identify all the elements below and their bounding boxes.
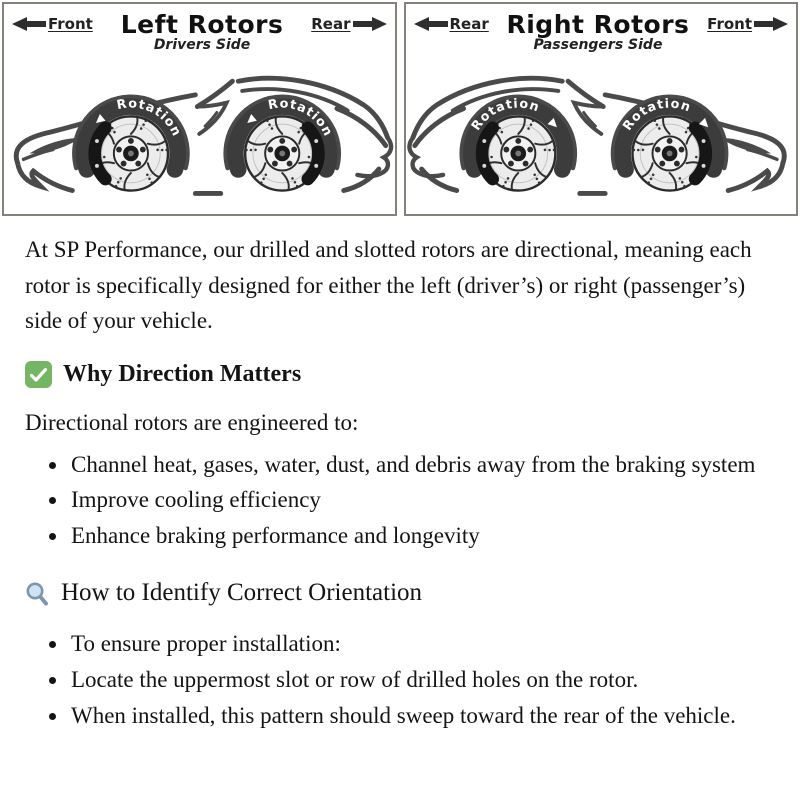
panel-subtitle: Drivers Side — [153, 37, 251, 54]
panel-title: Right Rotors — [506, 10, 690, 39]
corner-label: Front — [48, 15, 93, 33]
article-body — [0, 216, 800, 733]
section-lead: Directional rotors are engineered to: — [25, 410, 359, 436]
benefits-list — [25, 447, 775, 554]
rear-direction-marker — [414, 15, 489, 33]
arrow-right-icon — [754, 16, 788, 32]
arrow-right-icon — [353, 16, 387, 32]
rotation-label: Rotation — [467, 95, 542, 133]
intro-paragraph: At SP Performance, our drilled and slotted rotors are directional, meaning each rotor is specifically designed for either the left (driver’s) or right (passenger’s) side of your vehicle. — [25, 237, 752, 334]
corner-label: Front — [707, 15, 752, 33]
list-item: • Locate the uppermost slot or row of drilled holes on the rotor. — [69, 662, 775, 698]
corner-label: Rear — [449, 15, 489, 33]
list-item: • Enhance braking performance and longevity — [69, 518, 775, 554]
list-item: • Channel heat, gases, water, dust, and debris away from the braking system — [69, 447, 775, 483]
section-heading-why-direction-matters — [25, 356, 775, 393]
arrow-left-icon — [414, 16, 448, 32]
diagram-panel-left — [2, 2, 397, 216]
car-silhouette-left — [4, 48, 395, 214]
section-title: How to Identify Correct Orientation — [61, 578, 423, 606]
panel-header-right — [406, 8, 797, 53]
rear-direction-marker — [311, 15, 386, 33]
arrow-left-icon — [12, 16, 46, 32]
corner-label: Rear — [311, 15, 351, 33]
list-item: • When installed, this pattern should sweep toward the rear of the vehicle. — [69, 698, 775, 734]
diagram-panel-right — [404, 2, 799, 216]
panel-header-left — [4, 8, 395, 53]
rotation-label: Rotation — [618, 95, 693, 133]
rotation-label: Rotation — [266, 95, 337, 139]
panel-title: Left Rotors — [120, 10, 284, 39]
check-icon — [25, 361, 52, 388]
front-direction-marker — [12, 15, 93, 33]
front-direction-marker — [707, 15, 788, 33]
list-item: • To ensure proper installation: — [69, 626, 775, 662]
panel-subtitle: Passengers Side — [533, 37, 663, 54]
orientation-list — [25, 626, 775, 733]
car-silhouette-right — [406, 48, 797, 214]
list-item: • Improve cooling efficiency — [69, 482, 775, 518]
section-heading-how-to-identify — [25, 574, 775, 613]
rotor-diagrams — [0, 0, 800, 216]
magnifier-icon — [25, 581, 50, 607]
rotation-label: Rotation — [115, 95, 185, 139]
section-title: Why Direction Matters — [63, 360, 302, 387]
